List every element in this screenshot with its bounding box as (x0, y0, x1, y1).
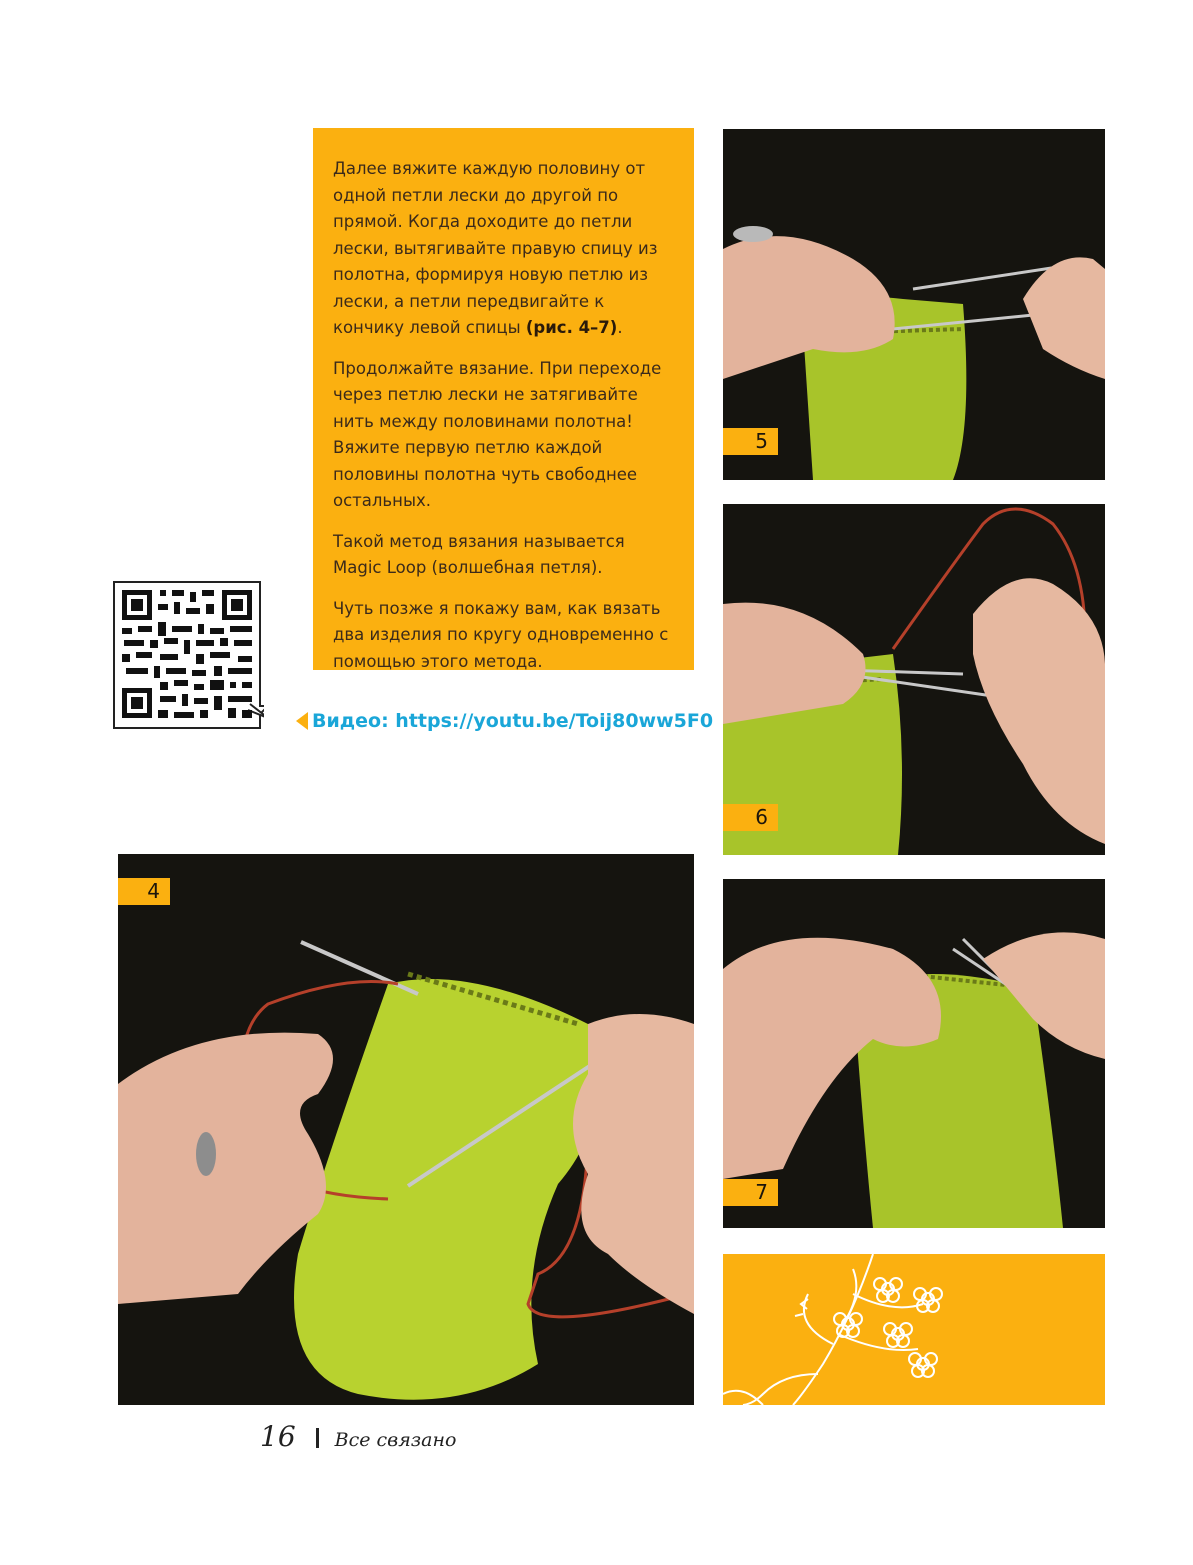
figure-6-photo (723, 504, 1105, 855)
paragraph-1-end: . (617, 318, 623, 337)
qr-code[interactable] (110, 578, 264, 734)
knitting-photo-7 (723, 879, 1105, 1228)
page-footer (260, 1420, 456, 1453)
figure-number-5: 5 (723, 428, 778, 455)
figure-4-photo (118, 854, 694, 1405)
figure-5-photo (723, 129, 1105, 480)
footer-divider (316, 1428, 319, 1448)
qr-code-icon (110, 578, 264, 734)
arrow-left-icon (296, 712, 308, 730)
knitting-photo-5 (723, 129, 1105, 480)
video-link-text[interactable]: Видео: https://youtu.be/Toij80ww5F0 (312, 710, 714, 732)
figure-7-photo (723, 879, 1105, 1228)
paragraph-4: Чуть позже я покажу вам, как вязать два изделия по кругу одновременно с помощью этого метода. (333, 598, 669, 671)
paragraph-1-text: Далее вяжите каждую половину от одной петли лески до другой по прямой. Когда доходите до петли лески, вытягивайте правую спицу из полотна, формируя новую петлю из лески, а петли передвигайте к кончику левой спицы (333, 159, 658, 337)
figure-number-7: 7 (723, 1179, 778, 1206)
figure-number-4: 4 (118, 878, 170, 905)
knitting-photo-6 (723, 504, 1105, 855)
flower-illustration-icon (723, 1254, 1105, 1405)
knitting-photo-4 (118, 854, 694, 1405)
book-title: Все связано (334, 1429, 457, 1451)
figure-number-6: 6 (723, 804, 778, 831)
paragraph-2: Продолжайте вязание. При переходе через петлю лески не затягивайте нить между половинами полотна! Вяжите первую петлю каждой половины полотна чуть свободнее остальных. (333, 358, 662, 510)
instruction-text-panel (313, 128, 694, 670)
paragraph-3: Такой метод вязания называется Magic Loop (волшебная петля). (333, 531, 625, 577)
page-number: 16 (260, 1420, 296, 1453)
figure-reference: (рис. 4–7) (525, 318, 618, 337)
decorative-flower-panel (723, 1254, 1105, 1405)
video-link[interactable] (296, 710, 713, 732)
paragraph-1 (333, 156, 676, 342)
